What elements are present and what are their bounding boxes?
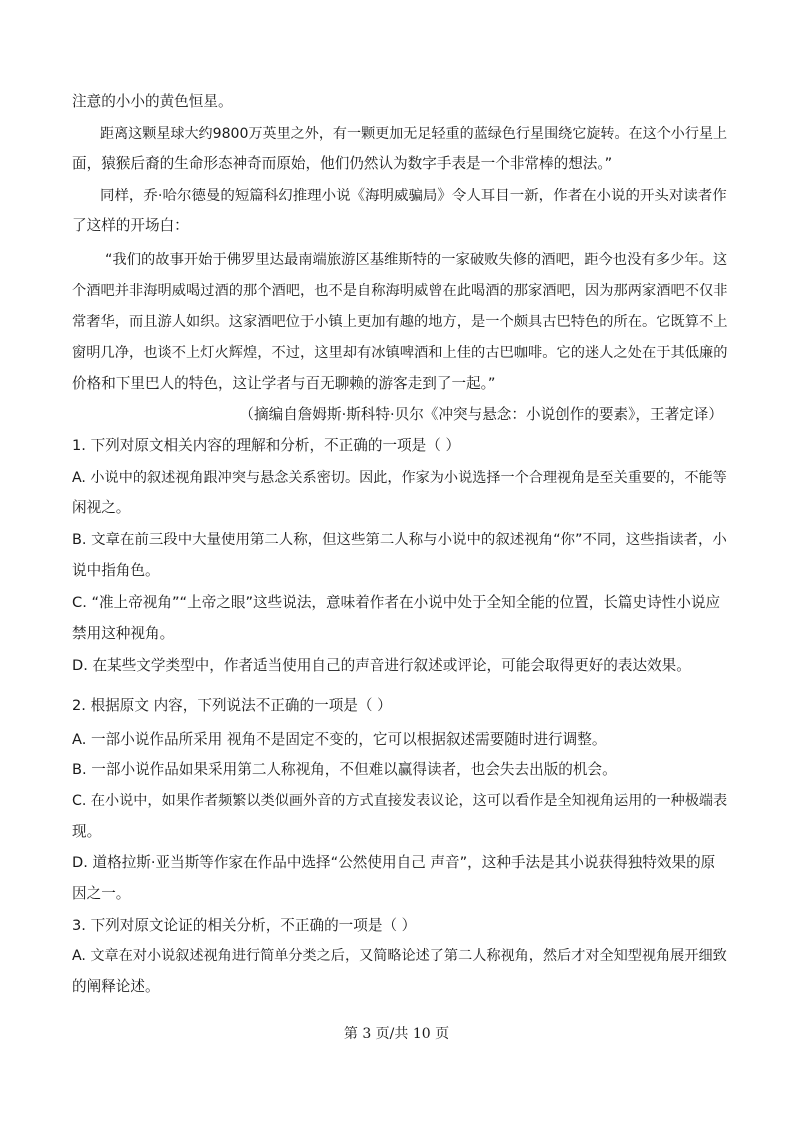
question-2-stem: 2. 根据原文 内容，下列说法不正确的一项是（ ）: [72, 697, 392, 714]
text-line: 了这样的开场白：: [72, 217, 189, 234]
page-number-footer: 第 3 页/共 10 页: [343, 1026, 450, 1042]
question-2-option-d: D. 道格拉斯·亚当斯等作家在作品中选择“公然使用自己 声音”，这种手法是其小说获得独特效果的原: [72, 854, 716, 871]
question-1-option-a-cont: 闲视之。: [72, 499, 131, 516]
question-1-option-c-cont: 禁用这种视角。: [72, 625, 175, 642]
question-1-stem: 1. 下列对原文相关内容的理解和分析，不正确的一项是（ ）: [72, 437, 461, 454]
quote-line: 窗明几净，也谈不上灯火辉煌，不过，这里却有冰镇啤酒和上佳的古巴咖啡。它的迷人之处在于其低廉的: [72, 345, 728, 361]
question-3-stem: 3. 下列对原文论证的相关分析，不正确的一项是（ ）: [72, 917, 417, 934]
question-3-option-a: A. 文章在对小说叙述视角进行简单分类之后，又简略论述了第二人称视角，然后才对全知型视角展开细致: [72, 948, 727, 964]
question-2-option-c-cont: 现。: [72, 823, 102, 840]
text-line: 注意的小小的黄色恒星。: [72, 93, 233, 110]
text-line: 同样，乔·哈尔德曼的短篇科幻推理小说《海明威骗局》令人耳目一新，作者在小说的开头对读者作: [100, 188, 727, 204]
quote-line: 常奢华，而且游人如织。这家酒吧位于小镇上更加有趣的地方，是一个颇具古巴特色的所在。它既算不上: [72, 314, 728, 330]
question-3-option-a-cont: 的阐释论述。: [72, 978, 160, 995]
source-citation: （摘编自詹姆斯·斯科特·贝尔《冲突与悬念：小说创作的要素》，王著定译）: [239, 406, 723, 423]
question-2-option-c: C. 在小说中，如果作者频繁以类似画外音的方式直接发表议论，这可以看作是全知视角运用的一种极端表: [72, 793, 728, 809]
question-2-option-b: B. 一部小说作品如果采用第二人称视角，不但难以赢得读者，也会失去出版的机会。: [72, 761, 617, 778]
question-1-option-c: C. “准上帝视角”“上帝之眼”这些说法，意味着作者在小说中处于全知全能的位置，长篇史诗性小说应: [72, 594, 721, 611]
text-line: 距离这颗星球大约9800万英里之外，有一颗更加无足轻重的蓝绿色行星围绕它旋转。在这个小行星上: [100, 126, 728, 142]
quote-line: 个酒吧并非海明威喝过酒的那个酒吧，也不是自称海明威曾在此喝酒的那家酒吧，因为那两家酒吧不仅非: [72, 283, 728, 299]
question-1-option-d: D. 在某些文学类型中，作者适当使用自己的声音进行叙述或评论，可能会取得更好的表达效果。: [72, 657, 691, 674]
question-2-option-d-cont: 因之一。: [72, 885, 131, 902]
text-line: 面，猿猴后裔的生命形态神奇而原始，他们仍然认为数字手表是一个非常棒的想法。”: [72, 155, 613, 172]
question-1-option-b: B. 文章在前三段中大量使用第二人称，但这些第二人称与小说中的叙述视角“你”不同，这些指读者，小: [72, 532, 727, 548]
question-1-option-b-cont: 说中指角色。: [72, 562, 160, 579]
question-2-option-a: A. 一部小说作品所采用 视角不是固定不变的，它可以根据叙述需要随时进行调整。: [72, 731, 607, 748]
quote-line: 价格和下里巴人的特色，这让学者与百无聊赖的游客走到了一起。”: [72, 375, 496, 392]
quote-line: “我们的故事开始于佛罗里达最南端旅游区基维斯特的一家破败失修的酒吧，距今也没有多少年。这: [105, 252, 728, 268]
question-1-option-a: A. 小说中的叙述视角跟冲突与悬念关系密切。因此，作家为小说选择一个合理视角是至关重要的，不能等: [72, 470, 727, 486]
